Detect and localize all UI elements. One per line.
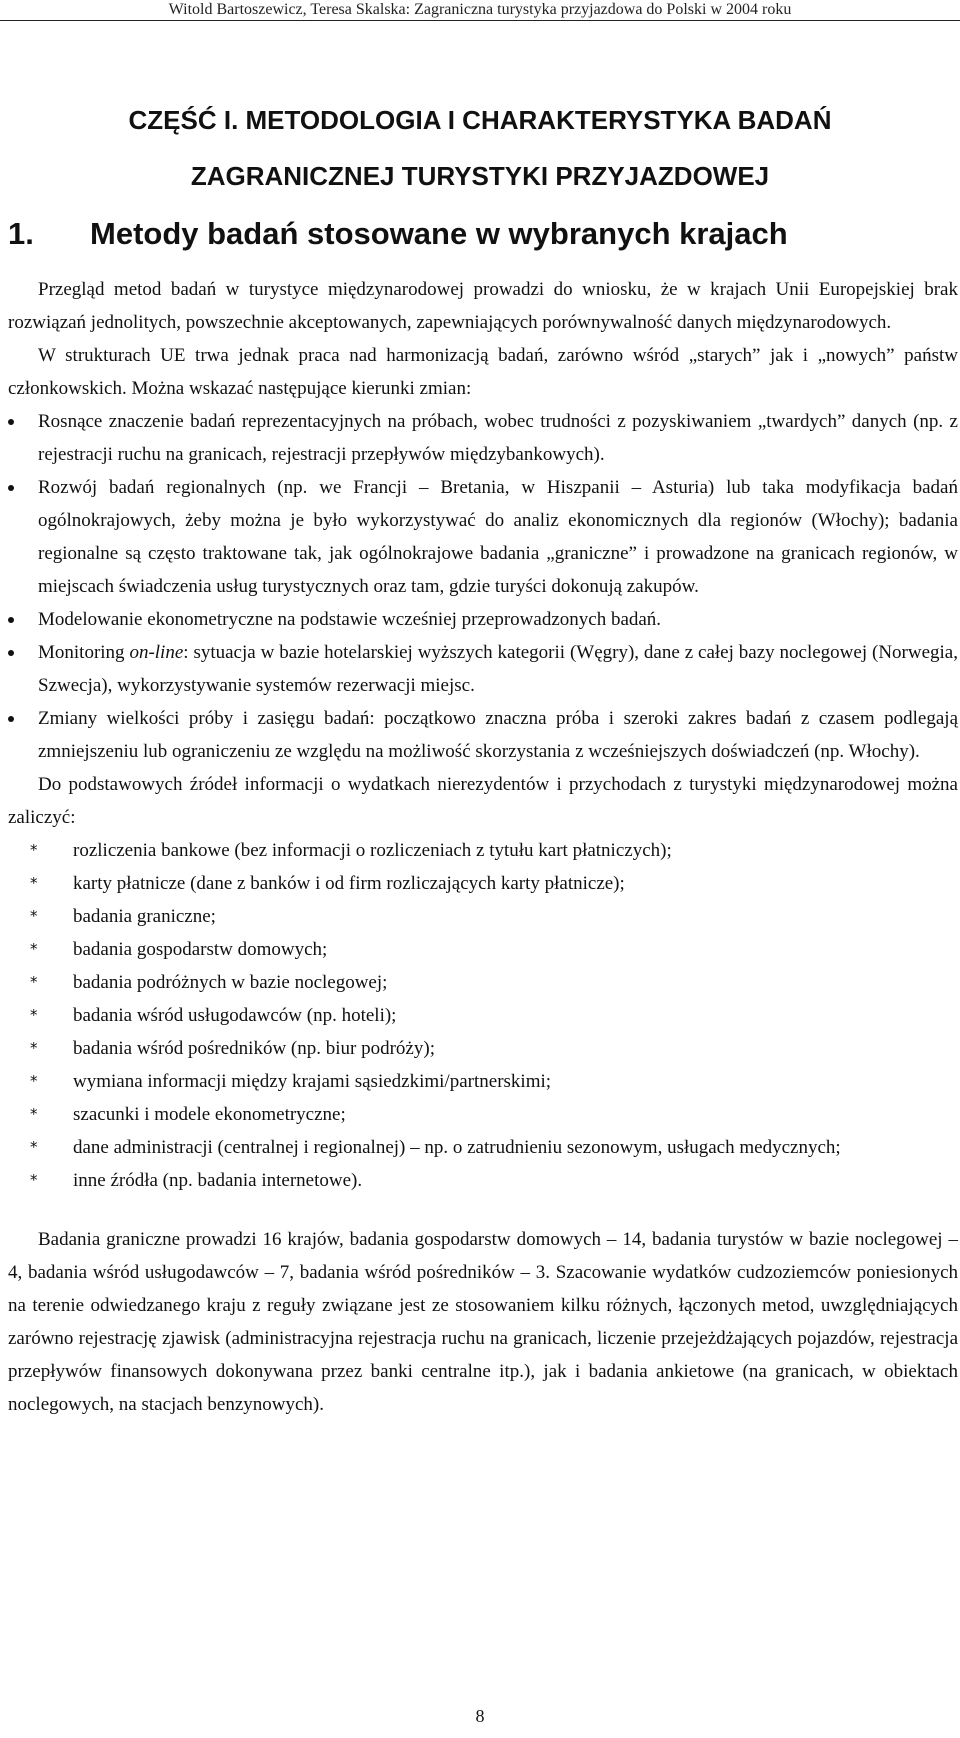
list-item-text: badania graniczne; (73, 906, 216, 927)
list-item-text: Zmiany wielkości próby i zasięgu badań: początkowo znaczna próba i szeroki zakres badań z czasem podlegają zmniejszeniu lub ograniczeniu ze względu na możliwość skorzystania z wcześniejszych doświadczeń (np. Włochy). (38, 708, 958, 762)
list-item (8, 1131, 958, 1164)
list-item-text: Modelowanie ekonometryczne na podstawie wcześniej przeprowadzonych badań. (38, 609, 662, 630)
list-item (8, 471, 958, 603)
list-item (8, 702, 958, 768)
list-item (8, 1164, 958, 1197)
list-item-text: : sytuacja w bazie hotelarskiej wyższych kategorii (Węgry), dane z całej bazy noclegowej (Norwegia, Szwecja), wykorzystywanie systemów rezerwacji miejsc. (38, 642, 958, 696)
list-item (8, 933, 958, 966)
list-item-text: Rozwój badań regionalnych (np. we Francji – Bretania, w Hiszpanii – Asturia) lub taka modyfikacja badań ogólnokrajowych, żeby można je było wykorzystywać do analiz ekonomicznych dla regionów (Włochy); badania regionalne są często traktowane tak, jak ogólnokrajowe badania „graniczne” i prowadzone na granicach regionów, w miejscach świadczenia usług turystycznych oraz tam, gdzie turyści dokonują zakupów. (38, 477, 958, 597)
bullet-icon (8, 419, 14, 425)
list-item-emphasis: on-line (129, 642, 184, 663)
part-title-line-1: CZĘŚĆ I. METODOLOGIA I CHARAKTERYSTYKA BADAŃ (128, 105, 832, 135)
bullet-icon (8, 617, 14, 623)
asterisk-icon: * (30, 907, 38, 925)
list-item-text: inne źródła (np. badania internetowe). (73, 1170, 363, 1191)
asterisk-icon: * (30, 1006, 38, 1024)
asterisk-icon: * (30, 1171, 38, 1189)
sources-intro: Do podstawowych źródeł informacji o wydatkach nierezydentów i przychodach z turystyki międzynarodowej można zaliczyć: (8, 774, 958, 828)
list-item-text: wymiana informacji między krajami sąsiedzkimi/partnerskimi; (73, 1071, 552, 1092)
running-header: Witold Bartoszewicz, Teresa Skalska: Zagraniczna turystyka przyjazdowa do Polski w 2004 roku (168, 1, 792, 18)
list-item-text: dane administracji (centralnej i regionalnej) – np. o zatrudnieniu sezonowym, usługach medycznych; (73, 1137, 841, 1158)
list-item-text: rozliczenia bankowe (bez informacji o rozliczeniach z tytułu kart płatniczych); (73, 840, 672, 861)
asterisk-icon: * (30, 1039, 38, 1057)
paragraph-spacer (8, 1197, 958, 1223)
asterisk-icon: * (30, 1072, 38, 1090)
trends-list (8, 405, 958, 768)
section-number: 1. (8, 216, 34, 251)
part-title-line-2: ZAGRANICZNEJ TURYSTYKI PRZYJAZDOWEJ (190, 161, 770, 191)
asterisk-icon: * (30, 841, 38, 859)
list-item-text: badania podróżnych w bazie noclegowej; (73, 972, 388, 993)
asterisk-icon: * (30, 940, 38, 958)
list-item (8, 405, 958, 471)
list-item (8, 1065, 958, 1098)
list-item-text: badania wśród pośredników (np. biur podróży); (73, 1038, 435, 1059)
asterisk-icon: * (30, 1105, 38, 1123)
list-item-text: badania wśród usługodawców (np. hoteli); (73, 1005, 397, 1026)
list-item (8, 900, 958, 933)
intro-paragraph-1: Przegląd metod badań w turystyce międzynarodowej prowadzi do wniosku, że w krajach Unii Europejskiej brak rozwiązań jednolitych, powszechnie akceptowanych, zapewniających porównywalność danych międzynarodowych. (8, 279, 958, 333)
list-item (8, 966, 958, 999)
list-item (8, 834, 958, 867)
asterisk-icon: * (30, 1138, 38, 1156)
list-item-text: Rosnące znaczenie badań reprezentacyjnych na próbach, wobec trudności z pozyskiwaniem „twardych” danych (np. z rejestracji ruchu na granicach, rejestracji przepływów międzybankowych). (38, 411, 958, 465)
part-title (0, 92, 960, 204)
section-title: Metody badań stosowane w wybranych krajach (90, 216, 788, 251)
list-item (8, 636, 958, 702)
closing-paragraph: Badania graniczne prowadzi 16 krajów, badania gospodarstw domowych – 14, badania turystów w bazie noclegowej – 4, badania wśród usługodawców – 7, badania wśród pośredników – 3. Szacowanie wydatków cudzoziemców poniesionych na terenie odwiedzanego kraju z reguły związane jest ze stosowaniem kilku różnych, łączonych metod, uwzględniających zarówno rejestrację zjawisk (administracyjna rejestracja ruchu na granicach, liczenie przejeżdżających pojazdów, rejestracja przepływów finansowych dokonywana przez banki centralne itp.), jak i badania ankietowe (na granicach, w obiektach noclegowych, na stacjach benzynowych). (8, 1229, 958, 1415)
list-item-text: szacunki i modele ekonometryczne; (73, 1104, 346, 1125)
list-item-text: badania gospodarstw domowych; (73, 939, 328, 960)
list-item-text: karty płatnicze (dane z banków i od firm rozliczających karty płatnicze); (73, 873, 625, 894)
intro-paragraph-2: W strukturach UE trwa jednak praca nad harmonizacją badań, zarówno wśród „starych” jak i „nowych” państw członkowskich. Można wskazać następujące kierunki zmian: (8, 345, 958, 399)
bullet-icon (8, 716, 14, 722)
list-item (8, 999, 958, 1032)
sources-list (8, 834, 958, 1197)
list-item (8, 1032, 958, 1065)
bullet-icon (8, 650, 14, 656)
asterisk-icon: * (30, 973, 38, 991)
document-body (8, 273, 958, 1421)
list-item-text: Monitoring (38, 642, 130, 663)
list-item (8, 867, 958, 900)
list-item (8, 603, 958, 636)
bullet-icon (8, 485, 14, 491)
asterisk-icon: * (30, 874, 38, 892)
list-item (8, 1098, 958, 1131)
page-number: 8 (475, 1706, 485, 1726)
header-divider (0, 20, 960, 21)
